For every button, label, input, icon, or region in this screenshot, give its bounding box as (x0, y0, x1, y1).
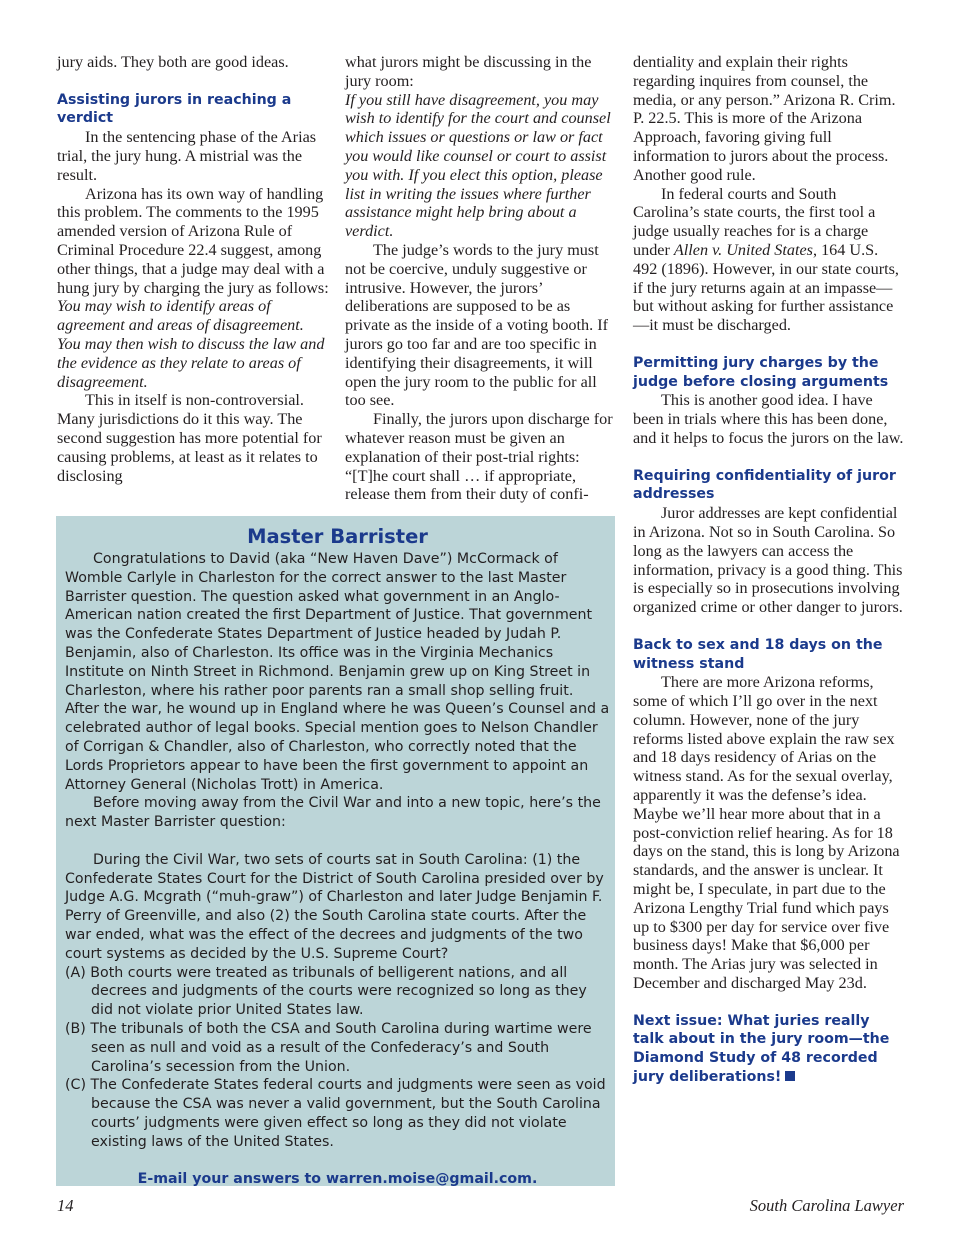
col2-paragraph: Finally, the jurors upon discharge for whatever reason must be given an explanation of their post-trial rights: “[T]he court shall … if appropriate, release them from their duty of confi- (345, 410, 613, 504)
subhead-next-issue (633, 1012, 905, 1087)
col2-paragraph: The judge’s words to the jury must not be coercive, unduly suggestive or intrusive. However, the jurors’ deliberations are supposed to be as private as the inside of a voting booth. If jurors go too far and are too specific in identifying their disagreements, it will open the jury room to the public for all too see. (345, 240, 608, 410)
col3-paragraph: This is another good idea. I have been in trials where this has been done, and it helps to focus the jurors on the law. (633, 391, 904, 447)
col3-text: In federal courts and South Carolina’s state courts, the first tool a judge usually reaches for is a charge under (633, 184, 876, 259)
case-citation: Allen v. United States (673, 240, 813, 259)
next-issue-text: Next issue: What juries really talk about in the jury room—the Diamond Study of 48 recorded jury deliberations! (633, 1012, 890, 1086)
email-instruction: E-mail your answers to warren.moise@gmail.com. (137, 1171, 538, 1188)
box-title: Master Barrister (247, 525, 428, 548)
col1-paragraph: In the sentencing phase of the Arias trial, the jury hung. A mistrial was the result. (57, 128, 317, 184)
master-barrister-box (56, 516, 615, 1186)
subhead-juror-confidentiality: Requiring confidentiality of juror addresses (633, 467, 896, 503)
subhead-jury-charges: Permitting jury charges by the judge before closing arguments (633, 354, 889, 390)
page-number: 14 (57, 1196, 74, 1215)
box-paragraph: Congratulations to David (aka “New Haven Dave”) McCormack of Womble Carlyle in Charleston for the correct answer to the last Master Barrister question. The question asked what government in an Anglo-American nation created the first Department of Justice. That government was the Confederate States Department of Justice headed by Judah P. Benjamin, also of Charleston. Its office was in the Virginia Mechanics Institute on Ninth Street in Richmond. Benjamin grew up on King Street in Charleston, where his rather poor parents ran a small shop selling fruit. After the war, he wound up in England where he was Queen’s Counsel and a celebrated author of legal books. Special mention goes to Nelson Chandler of Corrigan & Chandler, also of Charleston, who correctly noted that the Lords Proprietors appear to have been the first government to appoint an Attorney General (Nicholas Trott) in America. (65, 551, 610, 793)
publication-name: South Carolina Lawyer (749, 1196, 904, 1215)
article-column-3 (633, 53, 905, 1087)
answer-option-c: (C) The Confederate States federal courts and judgments were seen as void because the CSA was never a valid government, but the South Carolina courts’ judgments were given effect so long as they did not violate existing laws of the United States. (65, 1077, 606, 1150)
subhead-assisting-jurors: Assisting jurors in reaching a verdict (57, 91, 292, 127)
article-column-1 (57, 53, 329, 485)
answer-option-a: (A) Both courts were treated as tribunals of belligerent nations, and all decrees and judgments of the courts were recognized so long as they did not violate prior United States law. (65, 964, 587, 1019)
col2-paragraph: what jurors might be discussing in the jury room: (345, 53, 592, 90)
article-column-2 (345, 53, 617, 504)
col3-paragraph (633, 185, 905, 335)
col3-paragraph: Juror addresses are kept confidential in Arizona. Not so in South Carolina. So long as the lawyers can access the information, privacy is a good thing. This is especially so in prosecutions involving organized crime or other danger to jurors. (633, 504, 903, 617)
col1-paragraph: Arizona has its own way of handling this problem. The comments to the 1995 amended version of Arizona Rule of Criminal Procedure 22.4 suggest, among other things, that a judge may deal with a hung jury by charging the jury as follows: (57, 184, 329, 297)
col3-text: , 164 U.S. 492 (1896). However, in our state courts, if the jury returns again at an impasse—but without asking for further assistance—it must be discharged. (633, 240, 899, 335)
end-mark-icon (785, 1071, 795, 1081)
box-question: During the Civil War, two sets of courts sat in South Carolina: (1) the Confederate States Court for the District of South Carolina presided over by Judge A.G. Mcgrath (“muh-graw”) of Charleston and later Judge Benjamin F. Perry of Greenville, and also (2) the South Carolina state courts. After the war ended, what was the effect of the decrees and judgments of the two court systems as decided by the U.S. Supreme Court? (65, 851, 604, 962)
col1-paragraph: jury aids. They both are good ideas. (57, 53, 289, 71)
col2-quote: If you still have disagreement, you may wish to identify for the court and counsel which issues or questions or law or fact you would like counsel or court to assist you with. If you elect this option, please list in writing the issues where further assistance might help bring about a verdict. (345, 90, 611, 241)
subhead-witness-stand: Back to sex and 18 days on the witness stand (633, 636, 883, 672)
col3-paragraph: dentiality and explain their rights regarding inquires from counsel, the media, or any person.” Arizona R. Crim. P. 22.5. This is more of the Arizona Approach, favoring giving full information to jurors about the process. Another good rule. (633, 53, 896, 184)
col1-paragraph: This in itself is non-controversial. Many jurisdictions do it this way. The second suggestion has more potential for causing problems, at least as it relates to disclosing (57, 391, 322, 485)
answer-option-b: (B) The tribunals of both the CSA and South Carolina during wartime were seen as null and void as a result of the Confederacy’s and South Carolina’s secession from the Union. (65, 1020, 592, 1075)
box-paragraph: Before moving away from the Civil War and into a new topic, here’s the next Master Barrister question: (65, 795, 601, 831)
col3-paragraph: There are more Arizona reforms, some of which I’ll go over in the next column. However, none of the jury reforms listed above explain the raw sex and 18 days residency of Arias on the witness stand. As for the sexual overlay, apparently it was the defense’s idea. Maybe we’ll hear more about that in a post-conviction relief hearing. As for 18 days on the stand, this is long by Arizona standards, and the answer is unclear. It might be, I speculate, in part due to the Arizona Lengthy Trial fund which pays up to $300 per day for service over five business days! Make that $6,000 per month. The Arias jury was selected in December and discharged May 23d. (633, 673, 900, 993)
col1-quote: You may wish to identify areas of agreement and areas of disagreement. You may then wish to discuss the law and the evidence as they relate to areas of disagreement. (57, 297, 325, 391)
